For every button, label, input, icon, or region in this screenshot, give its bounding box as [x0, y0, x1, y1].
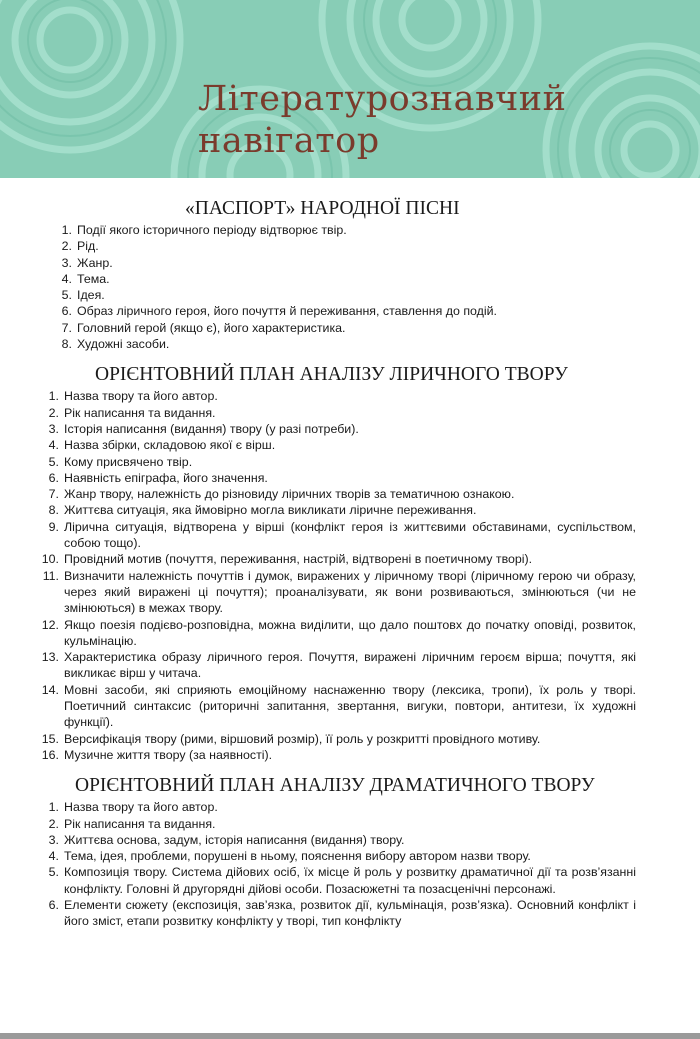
- list-item: [0, 568, 636, 617]
- item-text: Тема, ідея, проблеми, порушені в ньому, пояснення вибору автором назви твору.: [64, 849, 531, 864]
- item-number: 6.: [48, 470, 59, 485]
- list-item: [0, 271, 700, 287]
- list-item: [0, 486, 636, 502]
- item-number: 1.: [61, 223, 72, 237]
- item-text: Події якого історичного періоду відтворює твір.: [77, 223, 347, 237]
- list-item: [0, 421, 636, 437]
- section-title-drama-analysis-plan: ОРІЄНТОВНИЙ ПЛАН АНАЛІЗУ ДРАМАТИЧНОГО ТВОРУ: [75, 775, 595, 797]
- item-number: 10.: [41, 552, 59, 567]
- item-text: Версифікація твору (рими, віршовий розмір), її роль у розкритті провідного мотиву.: [64, 731, 541, 746]
- item-number: 4.: [48, 438, 59, 453]
- item-text: Головний герой (якщо є), його характеристика.: [77, 320, 346, 335]
- list-item: [0, 551, 636, 567]
- lyric-analysis-plan-list: [0, 388, 700, 763]
- list-item: [0, 747, 636, 763]
- list-item: [0, 897, 636, 930]
- item-text: Образ ліричного героя, його почуття й переживання, ставлення до подій.: [77, 304, 498, 319]
- item-text: Музичне життя твору (за наявності).: [64, 747, 273, 762]
- list-item: [0, 320, 700, 336]
- folk-song-passport-list: [0, 222, 700, 352]
- item-text: Ідея.: [77, 288, 105, 303]
- list-item: [0, 388, 636, 404]
- list-item: [0, 519, 636, 552]
- item-number: 3.: [61, 255, 72, 270]
- item-number: 15.: [41, 731, 59, 746]
- list-item: [0, 222, 700, 238]
- item-text: Визначити належність почуттів і думок, виражених у ліричному творі (ліричному герою чи образу, через який виражені ці почуття); проаналізувати, як вони розвиваються, змінюються (чи не змінюються) в межах твору.: [64, 568, 636, 616]
- item-text: Характеристика образу ліричного героя. Почуття, виражені ліричним героєм вірша; почуття, які викликає вірш у читача.: [64, 650, 636, 681]
- item-number: 2.: [48, 405, 59, 420]
- item-number: 3.: [48, 421, 59, 436]
- item-text: Жанр.: [77, 255, 113, 270]
- header-title-line-1: Літературознавчий: [198, 79, 567, 119]
- item-number: 4.: [61, 271, 72, 286]
- item-number: 6.: [48, 897, 59, 912]
- item-number: 2.: [61, 239, 72, 254]
- page-content: [0, 197, 700, 930]
- item-number: 7.: [48, 487, 59, 502]
- list-item: [0, 832, 636, 848]
- page-header-title: [198, 78, 566, 162]
- item-number: 7.: [61, 320, 72, 335]
- header-banner: [0, 0, 700, 178]
- drama-analysis-plan-list: [0, 799, 700, 929]
- item-text: Кому присвячено твір.: [64, 454, 193, 469]
- list-item: [0, 848, 636, 864]
- item-number: 3.: [48, 832, 59, 847]
- header-title-line-2: навігатор: [198, 121, 380, 161]
- item-text: Наявність епіграфа, його значення.: [64, 470, 268, 485]
- item-number: 13.: [41, 650, 59, 665]
- list-item: [0, 238, 700, 254]
- list-item: [0, 649, 636, 682]
- item-number: 14.: [41, 682, 59, 697]
- list-item: [0, 255, 700, 271]
- item-number: 5.: [48, 865, 59, 880]
- item-number: 11.: [42, 568, 59, 583]
- item-number: 9.: [48, 519, 59, 534]
- item-text: Провідний мотив (почуття, переживання, настрій, відтворені в поетичному творі).: [64, 552, 533, 567]
- list-item: [0, 437, 636, 453]
- item-text: Композиція твору. Система дійових осіб, їх місце й роль у розвитку драматичної дії та розв’язанні конфлікту. Головні й другорядні дійові особи. Позасюжетні та позасценічні персонажі.: [64, 865, 636, 896]
- list-item: [0, 799, 636, 815]
- item-text: Назва твору та його автор.: [64, 389, 218, 404]
- item-number: 8.: [48, 503, 59, 518]
- item-number: 12.: [41, 617, 59, 632]
- list-item: [0, 864, 636, 897]
- item-number: 5.: [61, 288, 72, 303]
- list-item: [0, 731, 636, 747]
- item-number: 1.: [48, 389, 59, 404]
- section-title-lyric-analysis-plan: ОРІЄНТОВНИЙ ПЛАН АНАЛІЗУ ЛІРИЧНОГО ТВОРУ: [95, 364, 568, 386]
- item-text: Жанр твору, належність до різновиду ліричних творів за тематичною ознакою.: [64, 487, 515, 502]
- item-number: 5.: [48, 454, 59, 469]
- list-item: [0, 682, 636, 731]
- item-text: Рід.: [77, 239, 99, 254]
- list-item: [0, 470, 636, 486]
- list-item: [0, 454, 636, 470]
- item-text: Рік написання та видання.: [64, 816, 216, 831]
- list-item: [0, 816, 636, 832]
- item-text: Елементи сюжету (експозиція, зав’язка, розвиток дії, кульмінація, розв’язка). Основний конфлікт і його зміст, етапи розвитку конфлікту у творі, тип конфлікту: [64, 897, 636, 929]
- item-text: Художні засоби.: [77, 337, 170, 352]
- list-item: [0, 287, 700, 303]
- item-text: Якщо поезія подієво-розповідна, можна виділити, що дало поштовх до початку оповіді, розвиток, кульмінацію.: [64, 617, 636, 648]
- list-item: [0, 405, 636, 421]
- section-title-folk-song-passport: «ПАСПОРТ» НАРОДНОЇ ПІСНІ: [185, 198, 460, 219]
- list-item: [0, 303, 700, 319]
- item-text: Лірична ситуація, відтворена у вірші (конфлікт героя із життєвими обставинами, суспільством, собою тощо).: [64, 519, 636, 551]
- bottom-divider: [0, 1033, 700, 1039]
- list-item: [0, 336, 700, 352]
- item-text: Рік написання та видання.: [64, 405, 216, 420]
- item-text: Життєва ситуація, яка ймовірно могла викликати ліричне переживання.: [64, 503, 477, 518]
- item-text: Назва збірки, складовою якої є вірш.: [64, 438, 276, 453]
- item-number: 1.: [48, 800, 59, 815]
- item-number: 16.: [41, 747, 59, 762]
- item-text: Тема.: [77, 271, 110, 286]
- item-number: 4.: [48, 849, 59, 864]
- list-item: [0, 617, 636, 650]
- item-number: 6.: [61, 304, 72, 319]
- item-text: Мовні засоби, які сприяють емоційному наснаженню твору (лексика, тропи), їх роль у творі. Поетичний синтаксис (риторичні запитання, звертання, вигуки, повтори, антитези, їх художні функції).: [64, 682, 636, 730]
- item-number: 8.: [61, 337, 72, 352]
- item-text: Назва твору та його автор.: [64, 800, 218, 815]
- item-text: Життєва основа, задум, історія написання (видання) твору.: [64, 832, 405, 847]
- list-item: [0, 502, 636, 518]
- item-text: Історія написання (видання) твору (у разі потреби).: [64, 421, 359, 436]
- item-number: 2.: [48, 816, 59, 831]
